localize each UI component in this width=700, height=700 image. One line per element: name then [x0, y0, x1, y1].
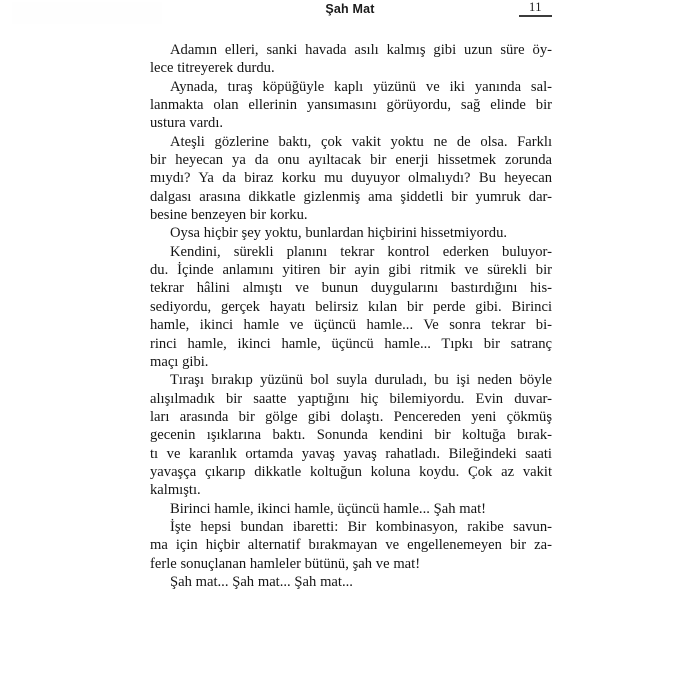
text-line: rinci hamle, ikinci hamle, üçüncü hamle... Tıpkı bir satranç — [150, 335, 552, 352]
body-text — [150, 41, 552, 591]
text-line: Aynada, tıraş köpüğüyle kaplı yüzünü ve iki yanında sal- — [170, 78, 552, 95]
text-line: Ateşli gözlerine baktı, çok vakit yoktu ne de olsa. Farklı — [170, 133, 552, 150]
text-line: sediyordu, gerçek hayatı belirsiz kılan bir perde gibi. Birinci — [150, 298, 552, 315]
text-line: bir heyecan ya da onu ayıltacak bir enerji hissetmek zorunda — [150, 152, 552, 169]
paragraph — [150, 243, 552, 371]
paragraph — [150, 500, 552, 518]
running-head — [0, 0, 700, 28]
text-line: Oysa hiçbir şey yoktu, bunlardan hiçbirini hissetmiyordu. — [170, 225, 508, 242]
paragraph — [150, 224, 552, 242]
text-line: Şah mat... Şah mat... Şah mat... — [170, 573, 353, 590]
paragraph — [150, 41, 552, 78]
paragraph — [150, 133, 552, 225]
text-line: ferle sonuçlanan hamleler bütünü, şah ve mat! — [150, 555, 421, 572]
text-line: ustura vardı. — [150, 115, 224, 132]
paragraph — [150, 573, 552, 591]
paragraph — [150, 78, 552, 133]
text-line: besine benzeyen bir korku. — [150, 207, 308, 224]
text-line: tekrar hâlini almıştı ve bunun duygularını bastırdığını his- — [150, 280, 552, 297]
text-line: İşte hepsi bundan ibaretti: Bir kombinasyon, rakibe savun- — [170, 518, 552, 535]
text-line: ları arasında bir gölge gibi dolaştı. Pencereden yeni çökmüş — [150, 408, 552, 425]
text-line: dalgası arasına dikkatle gizlenmiş ama şiddetli bir yumruk dar- — [150, 188, 552, 205]
page-number: 11 — [528, 0, 543, 14]
text-line: Kendini, sürekli planını tekrar kontrol ederken buluyor- — [170, 243, 552, 260]
text-line: hamle, ikinci hamle ve üçüncü hamle... Ve sonra tekrar bi- — [150, 317, 552, 334]
text-line: mıydı? Ya da biraz korku mu duyuyor olmalıydı? Bu heyecan — [150, 170, 552, 187]
text-line: kalmıştı. — [150, 482, 201, 499]
text-line: yavaşça çıkarıp dikkatle koltuğun koluna koydu. Çok az vakit — [150, 463, 552, 480]
text-line: tı ve karanlık ortamda yavaş yavaş rahatladı. Bileğindeki saati — [150, 445, 552, 462]
text-line: ma için hiçbir alternatif bırakmayan ve engellenemeyen bir za- — [150, 537, 552, 554]
text-line: Tıraşı bırakıp yüzünü bol suyla duruladı, bu işi neden böyle — [170, 372, 552, 389]
text-line: du. İçinde anlamını yitiren bir ayin gibi ritmik ve sürekli bir — [150, 262, 552, 279]
paragraph — [150, 518, 552, 573]
text-line: Birinci hamle, ikinci hamle, üçüncü hamle... Şah mat! — [170, 500, 486, 517]
folio-rule — [519, 15, 552, 17]
folio — [519, 0, 552, 17]
running-head-title: Şah Mat — [325, 2, 375, 16]
text-line: gecenin ışıklarına baktı. Sonunda kendini bir koltuğa bırak- — [150, 427, 552, 444]
text-line: Adamın elleri, sanki havada asılı kalmış gibi uzun süre öy- — [170, 42, 552, 58]
text-line: lece titreyerek durdu. — [150, 60, 275, 77]
text-line: lanmakta olan ellerinin yansımasını görüyordu, sağ elinde bir — [150, 97, 552, 114]
text-line: alışılmadık bir saatte yaptığını hiç bilemiyordu. Evin duvar- — [150, 390, 552, 407]
text-line: maçı gibi. — [150, 353, 209, 370]
paragraph — [150, 371, 552, 499]
